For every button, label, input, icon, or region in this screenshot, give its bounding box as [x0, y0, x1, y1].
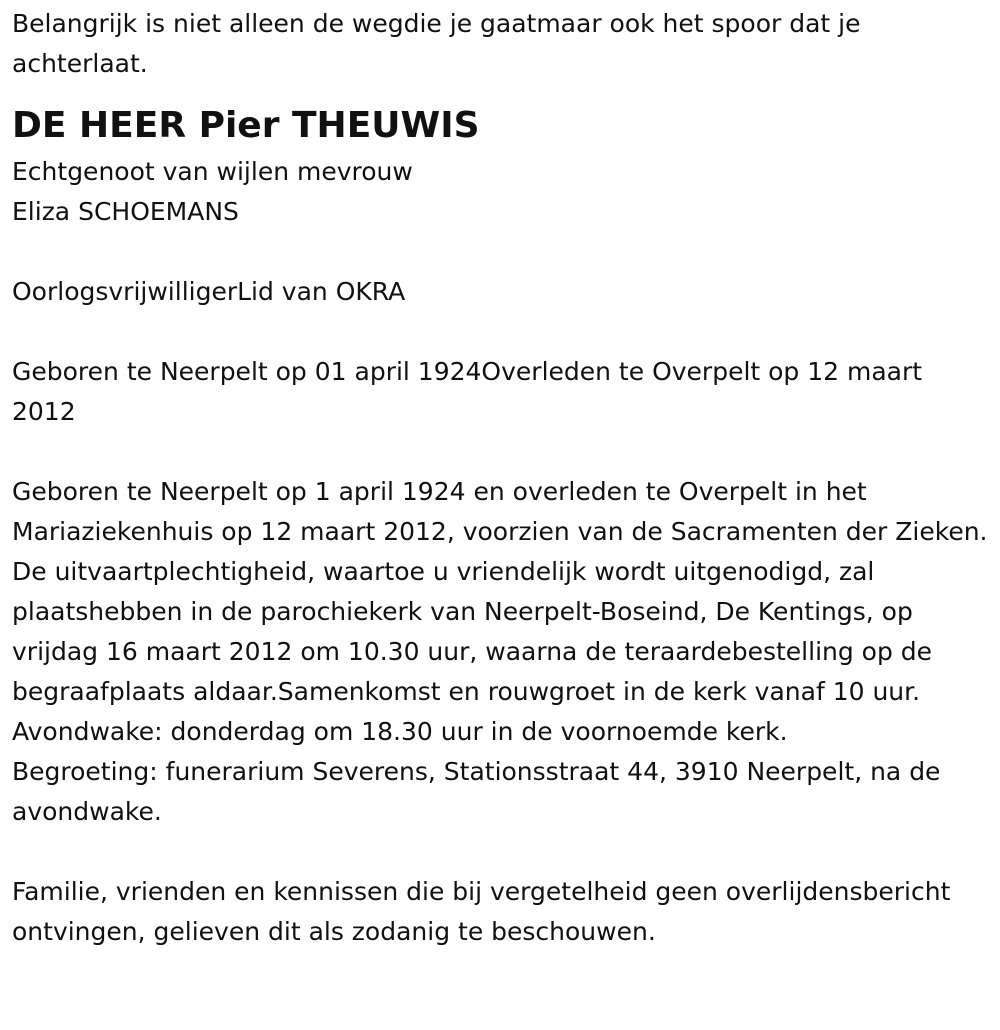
affiliations: OorlogsvrijwilligerLid van OKRA — [12, 277, 406, 306]
spacer — [12, 832, 988, 872]
birth-death-dates: Geboren te Neerpelt op 01 april 1924Overleden te Overpelt op 12 maart 2012 — [12, 357, 923, 426]
spacer — [12, 432, 988, 472]
spacer — [12, 312, 988, 352]
deceased-name: DE HEER Pier THEUWIS — [12, 105, 480, 146]
details-block — [12, 472, 988, 832]
details-paragraph: Avondwake: donderdag om 18.30 uur in de voornoemde kerk. — [12, 717, 788, 746]
closing-note: Familie, vrienden en kennissen die bij vergetelheid geen overlijdensbericht ontvingen, gelieven dit als zodanig te beschouwen. — [12, 877, 951, 946]
details-paragraph: Begroeting: funerarium Severens, Stationsstraat 44, 3910 Neerpelt, na de avondwake. — [12, 757, 941, 826]
motto: Belangrijk is niet alleen de wegdie je gaatmaar ook het spoor dat je achterlaat. — [12, 9, 861, 78]
spouse-info — [12, 152, 988, 232]
spouse-line-2: Eliza SCHOEMANS — [12, 197, 239, 226]
spouse-line-1: Echtgenoot van wijlen mevrouw — [12, 157, 413, 186]
spacer — [12, 232, 988, 272]
details-paragraph: De uitvaartplechtigheid, waartoe u vriendelijk wordt uitgenodigd, zal plaatshebben in de parochiekerk van Neerpelt-Boseind, De Kentings, op vrijdag 16 maart 2012 om 10.30 uur, waarna de teraardebestelling op de begraafplaats aldaar.Samenkomst en rouwgroet in de kerk vanaf 10 uur. — [12, 557, 933, 706]
details-paragraph: Geboren te Neerpelt op 1 april 1924 en overleden te Overpelt in het Mariaziekenhuis op 12 maart 2012, voorzien van de Sacramenten der Zieken. — [12, 477, 988, 546]
